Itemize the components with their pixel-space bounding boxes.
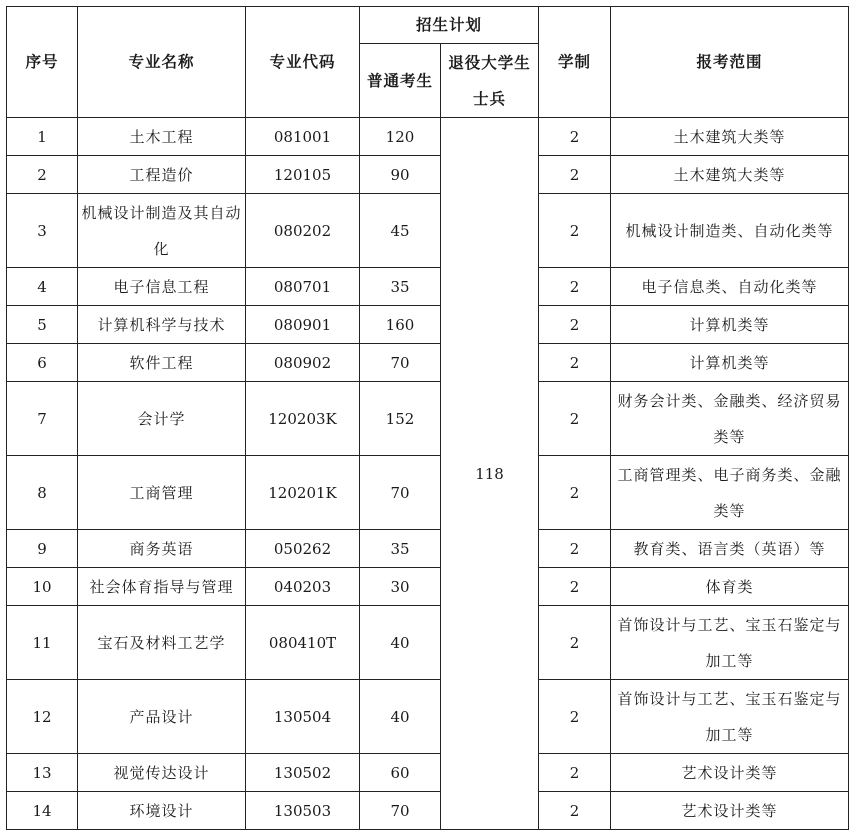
cell-major: 工商管理	[78, 456, 246, 530]
cell-major: 商务英语	[78, 530, 246, 568]
header-scope: 报考范围	[611, 7, 849, 118]
cell-major: 工程造价	[78, 156, 246, 194]
header-plan: 招生计划	[360, 7, 539, 44]
table-row	[7, 754, 849, 792]
cell-major: 软件工程	[78, 344, 246, 382]
cell-scope: 工商管理类、电子商务类、金融类等	[611, 456, 849, 530]
cell-code: 120203K	[246, 382, 360, 456]
cell-regular: 60	[360, 754, 441, 792]
cell-veteran-total: 118	[441, 118, 539, 830]
enrollment-plan-table	[6, 6, 849, 830]
header-veteran: 退役大学生士兵	[441, 44, 539, 118]
cell-major: 电子信息工程	[78, 268, 246, 306]
cell-regular: 35	[360, 268, 441, 306]
table-row	[7, 530, 849, 568]
table-row	[7, 606, 849, 680]
cell-years: 2	[539, 568, 611, 606]
header-code: 专业代码	[246, 7, 360, 118]
cell-years: 2	[539, 456, 611, 530]
cell-major: 社会体育指导与管理	[78, 568, 246, 606]
cell-regular: 70	[360, 792, 441, 830]
cell-scope: 土木建筑大类等	[611, 156, 849, 194]
cell-scope: 首饰设计与工艺、宝玉石鉴定与加工等	[611, 680, 849, 754]
cell-regular: 40	[360, 680, 441, 754]
table-row	[7, 306, 849, 344]
cell-major: 计算机科学与技术	[78, 306, 246, 344]
cell-code: 120201K	[246, 456, 360, 530]
cell-major: 会计学	[78, 382, 246, 456]
cell-seq: 6	[7, 344, 78, 382]
cell-code: 050262	[246, 530, 360, 568]
cell-scope: 首饰设计与工艺、宝玉石鉴定与加工等	[611, 606, 849, 680]
cell-seq: 1	[7, 118, 78, 156]
cell-scope: 机械设计制造类、自动化类等	[611, 194, 849, 268]
cell-major: 环境设计	[78, 792, 246, 830]
cell-code: 080410T	[246, 606, 360, 680]
cell-regular: 160	[360, 306, 441, 344]
cell-years: 2	[539, 306, 611, 344]
cell-regular: 90	[360, 156, 441, 194]
cell-seq: 8	[7, 456, 78, 530]
cell-years: 2	[539, 530, 611, 568]
cell-seq: 3	[7, 194, 78, 268]
cell-scope: 财务会计类、金融类、经济贸易类等	[611, 382, 849, 456]
cell-years: 2	[539, 118, 611, 156]
cell-years: 2	[539, 680, 611, 754]
cell-regular: 30	[360, 568, 441, 606]
cell-code: 130503	[246, 792, 360, 830]
table-row	[7, 156, 849, 194]
cell-regular: 35	[360, 530, 441, 568]
table-row	[7, 268, 849, 306]
cell-scope: 计算机类等	[611, 344, 849, 382]
cell-years: 2	[539, 268, 611, 306]
cell-seq: 2	[7, 156, 78, 194]
cell-major: 视觉传达设计	[78, 754, 246, 792]
cell-years: 2	[539, 194, 611, 268]
header-major: 专业名称	[78, 7, 246, 118]
header-seq: 序号	[7, 7, 78, 118]
cell-years: 2	[539, 344, 611, 382]
cell-seq: 12	[7, 680, 78, 754]
cell-code: 130502	[246, 754, 360, 792]
cell-seq: 4	[7, 268, 78, 306]
cell-scope: 计算机类等	[611, 306, 849, 344]
cell-code: 120105	[246, 156, 360, 194]
cell-scope: 艺术设计类等	[611, 792, 849, 830]
cell-regular: 70	[360, 344, 441, 382]
cell-scope: 教育类、语言类（英语）等	[611, 530, 849, 568]
cell-seq: 10	[7, 568, 78, 606]
cell-code: 080901	[246, 306, 360, 344]
table-row	[7, 568, 849, 606]
cell-major: 土木工程	[78, 118, 246, 156]
cell-years: 2	[539, 606, 611, 680]
cell-years: 2	[539, 156, 611, 194]
cell-seq: 11	[7, 606, 78, 680]
table-row	[7, 118, 849, 156]
table-row	[7, 792, 849, 830]
cell-regular: 45	[360, 194, 441, 268]
cell-scope: 艺术设计类等	[611, 754, 849, 792]
cell-code: 130504	[246, 680, 360, 754]
cell-scope: 体育类	[611, 568, 849, 606]
cell-code: 080701	[246, 268, 360, 306]
cell-seq: 13	[7, 754, 78, 792]
table-row	[7, 344, 849, 382]
cell-major: 产品设计	[78, 680, 246, 754]
cell-years: 2	[539, 754, 611, 792]
cell-years: 2	[539, 792, 611, 830]
cell-code: 080202	[246, 194, 360, 268]
cell-scope: 土木建筑大类等	[611, 118, 849, 156]
cell-regular: 40	[360, 606, 441, 680]
cell-major: 机械设计制造及其自动化	[78, 194, 246, 268]
cell-seq: 9	[7, 530, 78, 568]
cell-seq: 7	[7, 382, 78, 456]
cell-code: 040203	[246, 568, 360, 606]
cell-scope: 电子信息类、自动化类等	[611, 268, 849, 306]
cell-regular: 120	[360, 118, 441, 156]
table-row	[7, 680, 849, 754]
cell-seq: 5	[7, 306, 78, 344]
cell-major: 宝石及材料工艺学	[78, 606, 246, 680]
header-years: 学制	[539, 7, 611, 118]
cell-seq: 14	[7, 792, 78, 830]
cell-code: 081001	[246, 118, 360, 156]
cell-years: 2	[539, 382, 611, 456]
table-row	[7, 194, 849, 268]
cell-regular: 152	[360, 382, 441, 456]
cell-code: 080902	[246, 344, 360, 382]
table-row	[7, 456, 849, 530]
table-row	[7, 382, 849, 456]
header-regular: 普通考生	[360, 44, 441, 118]
cell-regular: 70	[360, 456, 441, 530]
